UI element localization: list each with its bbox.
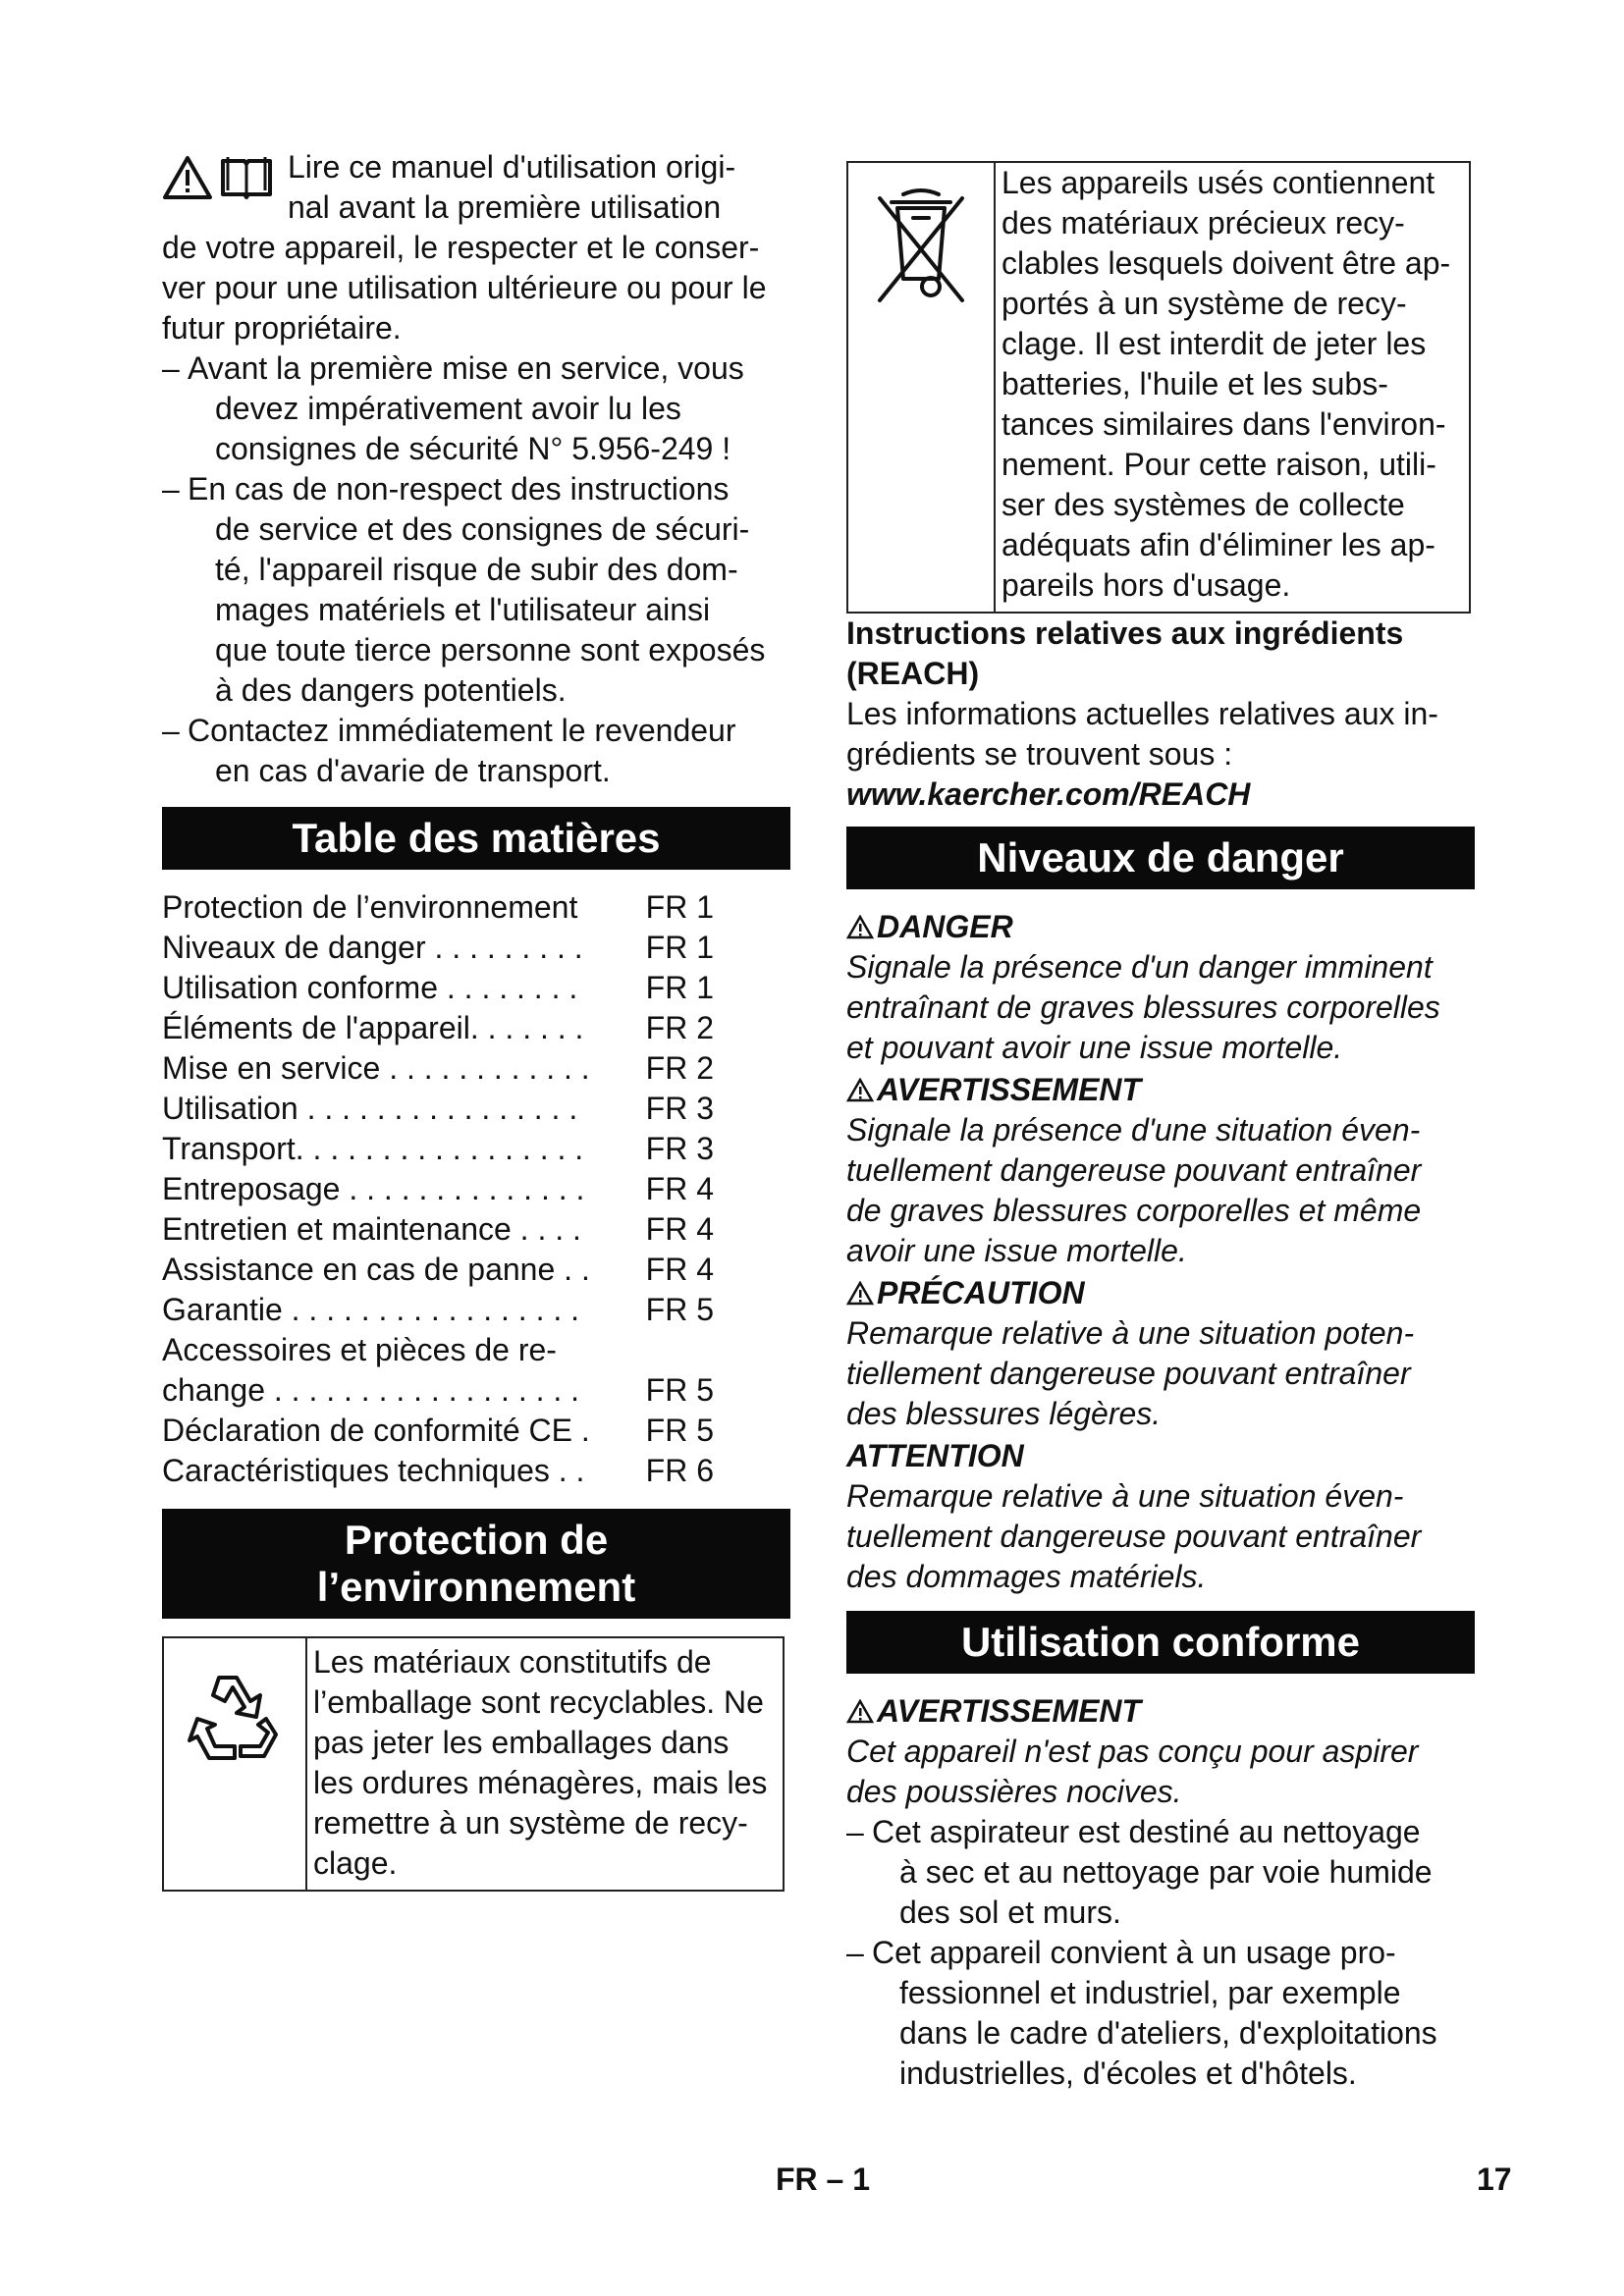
bullet-text: Avant la première mise en service, vous bbox=[188, 350, 744, 386]
bullet-line: mages matériels et l'utilisateur ainsi bbox=[215, 592, 711, 627]
intro-bullet bbox=[162, 711, 790, 791]
toc-item[interactable] bbox=[162, 1089, 790, 1129]
danger-title bbox=[846, 1436, 1475, 1476]
bullet-line: des sol et murs. bbox=[899, 1895, 1121, 1930]
bullet-line: en cas d'avarie de transport. bbox=[215, 753, 611, 788]
bullet-text: Contactez immédiatement le revendeur bbox=[188, 713, 736, 748]
toc-item-ref: FR 6 bbox=[645, 1453, 714, 1488]
toc-item-text: Niveaux de danger . . . . . . . . . bbox=[162, 930, 583, 965]
protection-title-line: Protection de bbox=[344, 1517, 609, 1563]
weee-line: Les appareils usés contiennent bbox=[1001, 165, 1435, 200]
protection-header bbox=[162, 1509, 790, 1619]
recycling-icon bbox=[180, 1664, 290, 1774]
toc-item-ref bbox=[625, 1330, 714, 1370]
warning-triangle-icon bbox=[846, 1281, 874, 1307]
bullet-line: té, l'appareil risque de subir des dom- bbox=[215, 552, 738, 587]
page-number: 17 bbox=[1477, 2162, 1512, 2197]
toc-item[interactable] bbox=[162, 1330, 790, 1370]
weee-icon-cell bbox=[848, 163, 996, 612]
intro-icons bbox=[162, 155, 274, 200]
toc-item-text: Assistance en cas de panne . . bbox=[162, 1252, 590, 1287]
bullet-dash: – bbox=[846, 1935, 864, 1970]
warning-triangle-icon bbox=[846, 1699, 874, 1725]
danger-line: des dommages matériels. bbox=[846, 1559, 1207, 1594]
reach-text: Les informations actuelles relatives aux in- bbox=[846, 696, 1438, 731]
bullet-text: Cet aspirateur est destiné au nettoyage bbox=[872, 1814, 1421, 1849]
bullet-line: consignes de sécurité N° 5.956-249 ! bbox=[215, 431, 731, 466]
toc-list bbox=[162, 887, 790, 1491]
reach-text: grédients se trouvent sous : bbox=[846, 736, 1233, 772]
toc-item[interactable] bbox=[162, 1451, 790, 1491]
danger-line: tiellement dangereuse pouvant entraîner bbox=[846, 1356, 1411, 1391]
intro-line: de votre appareil, le respecter et le conser- bbox=[162, 230, 760, 265]
danger-label: AVERTISSEMENT bbox=[877, 1072, 1142, 1107]
bullet-line bbox=[162, 711, 790, 751]
weee-line: adéquats afin d'éliminer les ap- bbox=[1001, 527, 1435, 562]
toc-item-text: Éléments de l'appareil. . . . . . . bbox=[162, 1010, 584, 1045]
toc-item-ref: FR 4 bbox=[645, 1211, 714, 1247]
weee-line: clables lesquels doivent être ap- bbox=[1001, 245, 1451, 281]
toc-item-text: Utilisation conforme . . . . . . . . bbox=[162, 970, 578, 1005]
danger-line: de graves blessures corporelles et même bbox=[846, 1193, 1422, 1228]
danger-label: DANGER bbox=[877, 909, 1013, 944]
warning-triangle-icon bbox=[846, 1078, 874, 1103]
intro-paragraph bbox=[162, 147, 790, 228]
danger-line: des blessures légères. bbox=[846, 1396, 1162, 1431]
toc-item-ref: FR 3 bbox=[645, 1091, 714, 1126]
danger-line: et pouvant avoir une issue mortelle. bbox=[846, 1030, 1343, 1065]
bullet-line: devez impérativement avoir lu les bbox=[215, 391, 681, 426]
toc-header: Table des matières bbox=[162, 807, 790, 870]
toc-item-ref: FR 2 bbox=[645, 1050, 714, 1086]
toc-item-ref: FR 2 bbox=[645, 1010, 714, 1045]
danger-line: avoir une issue mortelle. bbox=[846, 1233, 1187, 1268]
danger-item bbox=[846, 907, 1475, 1068]
danger-line: Remarque relative à une situation poten- bbox=[846, 1315, 1415, 1351]
bullet-line: industrielles, d'écoles et d'hôtels. bbox=[899, 2056, 1357, 2091]
toc-item[interactable] bbox=[162, 968, 790, 1008]
weee-line: pareils hors d'usage. bbox=[1001, 567, 1291, 603]
bullet-line: à des dangers potentiels. bbox=[215, 672, 567, 708]
toc-item-ref: FR 1 bbox=[645, 889, 714, 925]
weee-box bbox=[846, 161, 1471, 614]
bullet-line bbox=[162, 348, 790, 389]
protection-title-line: l’environnement bbox=[316, 1564, 636, 1610]
toc-item-text: Garantie . . . . . . . . . . . . . . . . . bbox=[162, 1292, 580, 1327]
danger-line: Remarque relative à une situation éven- bbox=[846, 1478, 1404, 1514]
recycling-line: pas jeter les emballages dans bbox=[313, 1725, 730, 1760]
weee-line: ser des systèmes de collecte bbox=[1001, 487, 1405, 522]
bullet-dash: – bbox=[846, 1814, 864, 1849]
toc-item-ref: FR 5 bbox=[645, 1292, 714, 1327]
danger-line: Signale la présence d'un danger imminent bbox=[846, 949, 1433, 985]
recycling-box bbox=[162, 1636, 785, 1892]
intended-use-warning-title bbox=[846, 1691, 1475, 1732]
recycling-line: Les matériaux constitutifs de bbox=[313, 1644, 712, 1680]
intended-use-header: Utilisation conforme bbox=[846, 1611, 1475, 1674]
danger-label: ATTENTION bbox=[846, 1438, 1024, 1473]
danger-line: tuellement dangereuse pouvant entraîner bbox=[846, 1519, 1422, 1554]
toc-item-text: Accessoires et pièces de re- bbox=[162, 1332, 557, 1367]
intended-use-warning bbox=[846, 1691, 1475, 1812]
toc-item-text: Protection de l’environnement bbox=[162, 889, 578, 925]
toc-item[interactable] bbox=[162, 1290, 790, 1330]
reach-heading: (REACH) bbox=[846, 656, 980, 691]
recycling-line: les ordures ménagères, mais les bbox=[313, 1765, 768, 1800]
danger-title bbox=[846, 1070, 1475, 1110]
toc-item[interactable] bbox=[162, 1008, 790, 1048]
toc-item[interactable] bbox=[162, 1209, 790, 1250]
recycling-icon-cell bbox=[164, 1638, 307, 1890]
intended-use-warning-label: AVERTISSEMENT bbox=[877, 1693, 1142, 1729]
weee-line: portés à un système de recy- bbox=[1001, 286, 1407, 321]
bullet-line: de service et des consignes de sécuri- bbox=[215, 511, 750, 547]
toc-item-ref: FR 4 bbox=[645, 1171, 714, 1206]
danger-line: entraînant de graves blessures corporelles bbox=[846, 989, 1440, 1025]
crossed-bin-icon bbox=[872, 185, 970, 312]
intended-use-warning-line: Cet appareil n'est pas conçu pour aspirer bbox=[846, 1734, 1419, 1769]
toc-item-text: Caractéristiques techniques . . bbox=[162, 1453, 585, 1488]
recycling-line: remettre à un système de recy- bbox=[313, 1805, 748, 1841]
bullet-dash: – bbox=[162, 471, 180, 507]
intended-use-bullet bbox=[846, 1812, 1475, 1933]
bullet-text: En cas de non-respect des instructions bbox=[188, 471, 730, 507]
danger-item bbox=[846, 1436, 1475, 1597]
toc-item-ref: FR 5 bbox=[645, 1372, 714, 1408]
danger-levels-header: Niveaux de danger bbox=[846, 827, 1475, 889]
danger-title bbox=[846, 1273, 1475, 1313]
warning-triangle-icon bbox=[162, 155, 213, 200]
danger-title bbox=[846, 907, 1475, 947]
bullet-line bbox=[162, 469, 790, 509]
bullet-line: à sec et au nettoyage par voie humide bbox=[899, 1854, 1433, 1890]
toc-item-ref: FR 5 bbox=[645, 1413, 714, 1448]
weee-line: des matériaux précieux recy- bbox=[1001, 205, 1405, 240]
right-column bbox=[846, 161, 1475, 2094]
reach-section bbox=[846, 614, 1475, 815]
warning-triangle-icon bbox=[846, 915, 874, 940]
toc-item-text: Déclaration de conformité CE . bbox=[162, 1413, 590, 1448]
manual-book-icon bbox=[219, 155, 274, 200]
danger-item bbox=[846, 1070, 1475, 1271]
toc-item[interactable] bbox=[162, 1370, 790, 1411]
intro-line: nal avant la première utilisation bbox=[288, 189, 722, 225]
reach-link[interactable]: www.kaercher.com/REACH bbox=[846, 776, 1251, 812]
toc-item-text: Transport. . . . . . . . . . . . . . . . . bbox=[162, 1131, 584, 1166]
bullet-line bbox=[846, 1933, 1475, 1973]
toc-item-ref: FR 1 bbox=[645, 930, 714, 965]
toc-item[interactable] bbox=[162, 1169, 790, 1209]
toc-item[interactable] bbox=[162, 1411, 790, 1451]
toc-item-text: Utilisation . . . . . . . . . . . . . . . . bbox=[162, 1091, 578, 1126]
toc-item-ref: FR 1 bbox=[645, 970, 714, 1005]
toc-item[interactable] bbox=[162, 928, 790, 968]
weee-text bbox=[996, 163, 1456, 612]
bullet-dash: – bbox=[162, 713, 180, 748]
intro-line: futur propriétaire. bbox=[162, 310, 402, 346]
toc-item-text: Entreposage . . . . . . . . . . . . . . bbox=[162, 1171, 585, 1206]
weee-line: batteries, l'huile et les subs- bbox=[1001, 366, 1388, 401]
intended-use-warning-line: des poussières nocives. bbox=[846, 1774, 1182, 1809]
weee-line: tances similaires dans l'environ- bbox=[1001, 406, 1446, 442]
toc-item-ref: FR 3 bbox=[645, 1131, 714, 1166]
weee-line: clage. Il est interdit de jeter les bbox=[1001, 326, 1427, 361]
toc-item-text: Mise en service . . . . . . . . . . . . bbox=[162, 1050, 590, 1086]
toc-item[interactable] bbox=[162, 1129, 790, 1169]
danger-item bbox=[846, 1273, 1475, 1434]
recycling-line: clage. bbox=[313, 1845, 398, 1881]
intro-bullet bbox=[162, 348, 790, 469]
toc-item-text: Entretien et maintenance . . . . bbox=[162, 1211, 581, 1247]
intro-bullet bbox=[162, 469, 790, 711]
bullet-line: dans le cadre d'ateliers, d'exploitations bbox=[899, 2015, 1437, 2051]
danger-label: PRÉCAUTION bbox=[877, 1275, 1085, 1310]
toc-item[interactable] bbox=[162, 887, 790, 928]
intro-line: ver pour une utilisation ultérieure ou pour le bbox=[162, 270, 767, 305]
toc-item[interactable] bbox=[162, 1048, 790, 1089]
bullet-line: fessionnel et industriel, par exemple bbox=[899, 1975, 1401, 2010]
bullet-line bbox=[846, 1812, 1475, 1852]
intro-line: Lire ce manuel d'utilisation origi- bbox=[288, 149, 736, 185]
intended-use-bullet bbox=[846, 1933, 1475, 2094]
reach-heading: Instructions relatives aux ingrédients bbox=[846, 615, 1404, 651]
recycling-text bbox=[307, 1638, 773, 1890]
bullet-text: Cet appareil convient à un usage pro- bbox=[872, 1935, 1396, 1970]
left-column bbox=[162, 147, 790, 1892]
weee-line: nement. Pour cette raison, utili- bbox=[1001, 447, 1436, 482]
page-code: FR – 1 bbox=[776, 2162, 871, 2197]
toc-item-text: change . . . . . . . . . . . . . . . . . . bbox=[162, 1372, 580, 1408]
danger-line: Signale la présence d'une situation éven- bbox=[846, 1112, 1421, 1148]
danger-line: tuellement dangereuse pouvant entraîner bbox=[846, 1152, 1422, 1188]
toc-item-ref: FR 4 bbox=[645, 1252, 714, 1287]
bullet-dash: – bbox=[162, 350, 180, 386]
toc-item[interactable] bbox=[162, 1250, 790, 1290]
recycling-line: l’emballage sont recyclables. Ne bbox=[313, 1684, 764, 1720]
bullet-line: que toute tierce personne sont exposés bbox=[215, 632, 766, 667]
